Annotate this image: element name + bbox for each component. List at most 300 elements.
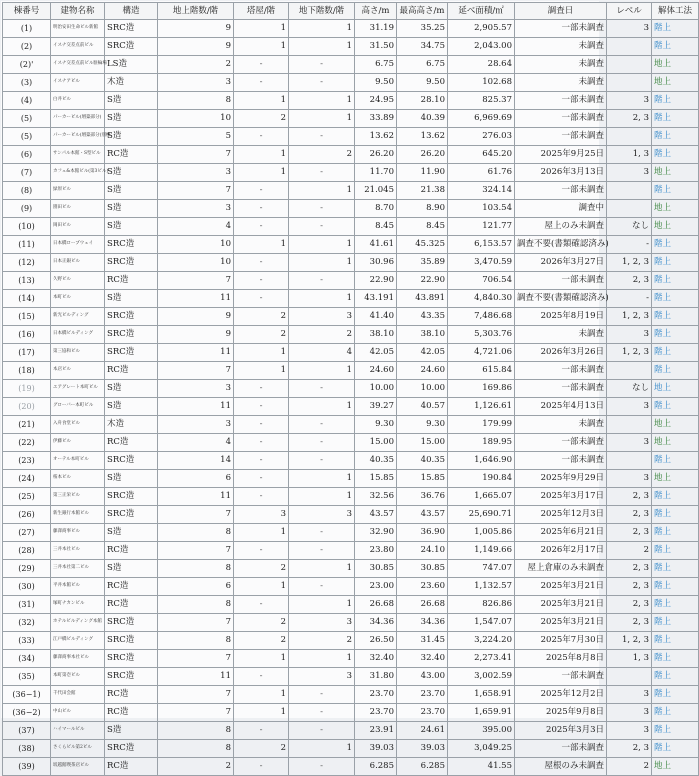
survey-date-cell: 2025年6月21日: [515, 524, 607, 542]
floor-area-cell: 1,659.91: [448, 704, 515, 722]
demolition-method-cell: 階上: [652, 740, 699, 758]
floor-area-cell: 1,126.61: [448, 398, 515, 416]
height-cell: 40.35: [355, 452, 397, 470]
demolition-method-cell: 地上: [652, 434, 699, 452]
floors-above-cell: 5: [158, 128, 234, 146]
row-id: (37): [3, 722, 51, 740]
row-id: (33): [3, 632, 51, 650]
row-id: (24): [3, 470, 51, 488]
height-cell: 41.40: [355, 308, 397, 326]
row-id: (32): [3, 614, 51, 632]
floors-below-cell: 3: [289, 614, 355, 632]
row-id: (38): [3, 740, 51, 758]
floor-area-cell: 1,132.57: [448, 578, 515, 596]
structure-cell: RC造: [105, 578, 158, 596]
level-cell: [607, 362, 652, 380]
survey-date-cell: 2025年12月2日: [515, 686, 607, 704]
floors-above-cell: 6: [158, 578, 234, 596]
table-row: [3, 560, 699, 578]
floor-area-cell: 2,273.41: [448, 650, 515, 668]
floors-below-cell: -: [289, 434, 355, 452]
level-cell: [607, 182, 652, 200]
floors-above-cell: 2: [158, 56, 234, 74]
row-id: (9): [3, 200, 51, 218]
max-height-cell: 35.25: [397, 20, 448, 38]
survey-date-cell: 一部未調査: [515, 128, 607, 146]
table-row: [3, 182, 699, 200]
height-cell: 43.191: [355, 290, 397, 308]
structure-cell: SRC造: [105, 38, 158, 56]
tower-cell: 1: [234, 704, 289, 722]
height-cell: 34.36: [355, 614, 397, 632]
table-row: [3, 200, 699, 218]
floors-above-cell: 4: [158, 218, 234, 236]
tower-cell: 1: [234, 650, 289, 668]
table-row: [3, 434, 699, 452]
col-header-height: 高さ/m: [355, 3, 397, 20]
survey-date-cell: 2026年2月17日: [515, 542, 607, 560]
table-row: [3, 470, 699, 488]
survey-date-cell: 2026年3月27日: [515, 254, 607, 272]
floors-below-cell: 3: [289, 506, 355, 524]
building-name: イスナ交差点前ビル駐輪場: [51, 56, 105, 74]
floors-above-cell: 9: [158, 38, 234, 56]
level-cell: 2, 3: [607, 614, 652, 632]
floors-below-cell: -: [289, 704, 355, 722]
survey-date-cell: 2025年9月29日: [515, 470, 607, 488]
table-row: [3, 758, 699, 776]
demolition-method-cell: 階上: [652, 506, 699, 524]
building-name: 日本正銀ビル: [51, 254, 105, 272]
height-cell: 39.27: [355, 398, 397, 416]
survey-date-cell: 調査不要(書類確認済み): [515, 236, 607, 254]
tower-cell: 2: [234, 632, 289, 650]
floors-above-cell: 4: [158, 434, 234, 452]
demolition-method-cell: 地上: [652, 758, 699, 776]
building-name: 第三協和ビル: [51, 344, 105, 362]
level-cell: 2, 3: [607, 506, 652, 524]
tower-cell: 3: [234, 506, 289, 524]
col-header-tower: 塔屋/階: [234, 3, 289, 20]
height-cell: 42.05: [355, 344, 397, 362]
row-id: (28): [3, 542, 51, 560]
col-header-structure: 構造: [105, 3, 158, 20]
height-cell: 31.19: [355, 20, 397, 38]
table-row: [3, 20, 699, 38]
structure-cell: S造: [105, 92, 158, 110]
level-cell: 1, 2, 3: [607, 344, 652, 362]
level-cell: 1, 3: [607, 146, 652, 164]
demolition-method-cell: 地上: [652, 74, 699, 92]
max-height-cell: 10.00: [397, 380, 448, 398]
tower-cell: -: [234, 596, 289, 614]
row-id: (2)': [3, 56, 51, 74]
structure-cell: SRC造: [105, 632, 158, 650]
building-name: パーカービル(増築部分): [51, 110, 105, 128]
max-height-cell: 40.57: [397, 398, 448, 416]
row-id: (25): [3, 488, 51, 506]
table-row: [3, 416, 699, 434]
building-name: 新光ビルディング: [51, 308, 105, 326]
floors-below-cell: -: [289, 380, 355, 398]
tower-cell: 1: [234, 20, 289, 38]
tower-cell: 1: [234, 362, 289, 380]
floors-below-cell: -: [289, 272, 355, 290]
floors-below-cell: 1: [289, 740, 355, 758]
building-name: 藤澤商事本社ビル: [51, 650, 105, 668]
level-cell: 3: [607, 722, 652, 740]
table-row: [3, 272, 699, 290]
level-cell: 1, 3: [607, 650, 652, 668]
floor-area-cell: 3,002.59: [448, 668, 515, 686]
floor-area-cell: 615.84: [448, 362, 515, 380]
demolition-method-cell: 階上: [652, 290, 699, 308]
table-row: [3, 722, 699, 740]
demolition-method-cell: 階上: [652, 38, 699, 56]
structure-cell: SRC造: [105, 506, 158, 524]
survey-date-cell: 一部未調査: [515, 380, 607, 398]
height-cell: 24.95: [355, 92, 397, 110]
tower-cell: 2: [234, 326, 289, 344]
building-name: さくらビル第2ビル: [51, 740, 105, 758]
height-cell: 39.03: [355, 740, 397, 758]
height-cell: 23.80: [355, 542, 397, 560]
height-cell: 6.75: [355, 56, 397, 74]
height-cell: 22.90: [355, 272, 397, 290]
floors-below-cell: 1: [289, 560, 355, 578]
row-id: (20): [3, 398, 51, 416]
demolition-method-cell: 地上: [652, 470, 699, 488]
height-cell: 21.045: [355, 182, 397, 200]
level-cell: [607, 416, 652, 434]
height-cell: 26.20: [355, 146, 397, 164]
level-cell: 3: [607, 704, 652, 722]
tower-cell: 2: [234, 110, 289, 128]
structure-cell: SRC造: [105, 308, 158, 326]
level-cell: [607, 668, 652, 686]
tower-cell: -: [234, 128, 289, 146]
tower-cell: 2: [234, 614, 289, 632]
building-name: 本町第壱ビル: [51, 668, 105, 686]
floors-above-cell: 3: [158, 200, 234, 218]
survey-date-cell: 2025年3月3日: [515, 722, 607, 740]
building-name: 園田ビル: [51, 200, 105, 218]
row-id: (16): [3, 326, 51, 344]
table-row: [3, 92, 699, 110]
table-row: [3, 74, 699, 92]
tower-cell: 1: [234, 38, 289, 56]
demolition-method-cell: 階上: [652, 236, 699, 254]
row-id: (1): [3, 20, 51, 38]
max-height-cell: 32.40: [397, 650, 448, 668]
structure-cell: SRC造: [105, 668, 158, 686]
tower-cell: -: [234, 290, 289, 308]
table-row: [3, 146, 699, 164]
table-row: [3, 218, 699, 236]
level-cell: 3: [607, 20, 652, 38]
max-height-cell: 43.891: [397, 290, 448, 308]
demolition-method-cell: 地上: [652, 416, 699, 434]
height-cell: 15.00: [355, 434, 397, 452]
floors-below-cell: 1: [289, 650, 355, 668]
survey-date-cell: 調査中: [515, 200, 607, 218]
floors-below-cell: 1: [289, 596, 355, 614]
level-cell: [607, 38, 652, 56]
height-cell: 33.89: [355, 110, 397, 128]
demolition-method-cell: 階上: [652, 596, 699, 614]
table-row: [3, 524, 699, 542]
tower-cell: 1: [234, 146, 289, 164]
level-cell: 3: [607, 686, 652, 704]
floors-above-cell: 7: [158, 704, 234, 722]
demolition-method-cell: 地上: [652, 200, 699, 218]
height-cell: 8.45: [355, 218, 397, 236]
level-cell: なし: [607, 380, 652, 398]
structure-cell: RC造: [105, 704, 158, 722]
tower-cell: -: [234, 272, 289, 290]
structure-cell: SRC造: [105, 344, 158, 362]
level-cell: [607, 56, 652, 74]
table-row: [3, 596, 699, 614]
floors-above-cell: 11: [158, 668, 234, 686]
floor-area-cell: 395.00: [448, 722, 515, 740]
row-id: (8): [3, 182, 51, 200]
floor-area-cell: 28.64: [448, 56, 515, 74]
survey-date-cell: 屋上のみ未調査: [515, 218, 607, 236]
row-id: (5): [3, 128, 51, 146]
level-cell: [607, 200, 652, 218]
table-row: [3, 740, 699, 758]
table-row: [3, 56, 699, 74]
floor-area-cell: 61.76: [448, 164, 515, 182]
tower-cell: -: [234, 722, 289, 740]
height-cell: 32.56: [355, 488, 397, 506]
floors-below-cell: -: [289, 128, 355, 146]
level-cell: [607, 128, 652, 146]
survey-date-cell: 2025年3月17日: [515, 488, 607, 506]
height-cell: 31.80: [355, 668, 397, 686]
structure-cell: SRC造: [105, 740, 158, 758]
building-name: 新生銀行本館ビル: [51, 506, 105, 524]
floors-below-cell: 1: [289, 398, 355, 416]
row-id: (7): [3, 164, 51, 182]
tower-cell: -: [234, 542, 289, 560]
document-sheet: [1, 1, 692, 772]
max-height-cell: 43.00: [397, 668, 448, 686]
max-height-cell: 26.20: [397, 146, 448, 164]
floors-above-cell: 11: [158, 398, 234, 416]
floor-area-cell: 1,149.66: [448, 542, 515, 560]
structure-cell: S造: [105, 380, 158, 398]
floor-area-cell: 1,665.07: [448, 488, 515, 506]
structure-cell: RC造: [105, 146, 158, 164]
floor-area-cell: 3,049.25: [448, 740, 515, 758]
height-cell: 6.285: [355, 758, 397, 776]
structure-cell: RC造: [105, 272, 158, 290]
demolition-method-cell: 階上: [652, 542, 699, 560]
structure-cell: SRC造: [105, 236, 158, 254]
building-name: 千代田会館: [51, 686, 105, 704]
max-height-cell: 6.75: [397, 56, 448, 74]
row-id: (12): [3, 254, 51, 272]
structure-cell: SRC造: [105, 614, 158, 632]
level-cell: なし: [607, 218, 652, 236]
table-row: [3, 362, 699, 380]
survey-date-cell: 一部未調査: [515, 740, 607, 758]
height-cell: 43.57: [355, 506, 397, 524]
demolition-method-cell: 階上: [652, 146, 699, 164]
floor-area-cell: 5,303.76: [448, 326, 515, 344]
max-height-cell: 40.35: [397, 452, 448, 470]
floor-area-cell: 706.54: [448, 272, 515, 290]
survey-date-cell: 一部未調査: [515, 272, 607, 290]
row-id: (36−2): [3, 704, 51, 722]
floors-below-cell: 2: [289, 146, 355, 164]
floor-area-cell: 179.99: [448, 416, 515, 434]
survey-date-cell: 2025年8月19日: [515, 308, 607, 326]
max-height-cell: 45.325: [397, 236, 448, 254]
floors-below-cell: -: [289, 56, 355, 74]
tower-cell: -: [234, 398, 289, 416]
floors-below-cell: -: [289, 686, 355, 704]
level-cell: 3: [607, 326, 652, 344]
demolition-method-cell: 階上: [652, 182, 699, 200]
table-row: [3, 614, 699, 632]
floors-above-cell: 7: [158, 362, 234, 380]
table-row: [3, 632, 699, 650]
height-cell: 32.40: [355, 650, 397, 668]
level-cell: 2, 3: [607, 596, 652, 614]
survey-date-cell: 未調査: [515, 326, 607, 344]
demolition-method-cell: 階上: [652, 560, 699, 578]
building-survey-table: [2, 2, 699, 776]
structure-cell: RC造: [105, 686, 158, 704]
floors-above-cell: 6: [158, 470, 234, 488]
floor-area-cell: 6,969.69: [448, 110, 515, 128]
height-cell: 38.10: [355, 326, 397, 344]
floor-area-cell: 103.54: [448, 200, 515, 218]
tower-cell: 1: [234, 686, 289, 704]
structure-cell: S造: [105, 164, 158, 182]
structure-cell: SRC造: [105, 20, 158, 38]
col-header-floors-above: 地上階数/階: [158, 3, 234, 20]
building-name: 三井本社ビル: [51, 542, 105, 560]
building-name: 藤澤商事ビル: [51, 524, 105, 542]
survey-date-cell: 2025年9月25日: [515, 146, 607, 164]
building-name: 桜本ビル: [51, 470, 105, 488]
structure-cell: S造: [105, 290, 158, 308]
building-name: 中山ビル: [51, 704, 105, 722]
level-cell: 2, 3: [607, 488, 652, 506]
building-name: 三井本社第二ビル: [51, 560, 105, 578]
level-cell: 1, 2, 3: [607, 308, 652, 326]
row-id: (13): [3, 272, 51, 290]
building-name: 日本橋ロープウェイ: [51, 236, 105, 254]
structure-cell: RC造: [105, 758, 158, 776]
max-height-cell: 42.05: [397, 344, 448, 362]
height-cell: 13.62: [355, 128, 397, 146]
survey-date-cell: 2026年3月13日: [515, 164, 607, 182]
floors-below-cell: -: [289, 542, 355, 560]
floors-above-cell: 7: [158, 542, 234, 560]
survey-date-cell: 一部未調査: [515, 434, 607, 452]
row-id: (21): [3, 416, 51, 434]
level-cell: 2: [607, 758, 652, 776]
demolition-method-cell: 階上: [652, 20, 699, 38]
height-cell: 9.30: [355, 416, 397, 434]
floors-below-cell: 1: [289, 254, 355, 272]
demolition-method-cell: 階上: [652, 452, 699, 470]
table-row: [3, 380, 699, 398]
floor-area-cell: 7,486.68: [448, 308, 515, 326]
row-id: (35): [3, 668, 51, 686]
demolition-method-cell: 地上: [652, 56, 699, 74]
demolition-method-cell: 階上: [652, 92, 699, 110]
tower-cell: -: [234, 254, 289, 272]
structure-cell: S造: [105, 182, 158, 200]
demolition-method-cell: 階上: [652, 272, 699, 290]
max-height-cell: 24.60: [397, 362, 448, 380]
floor-area-cell: 1,646.90: [448, 452, 515, 470]
floors-below-cell: 3: [289, 668, 355, 686]
tower-cell: -: [234, 488, 289, 506]
floor-area-cell: 1,005.86: [448, 524, 515, 542]
floor-area-cell: 169.86: [448, 380, 515, 398]
table-row: [3, 326, 699, 344]
floors-below-cell: 1: [289, 110, 355, 128]
floors-above-cell: 3: [158, 380, 234, 398]
structure-cell: S造: [105, 200, 158, 218]
max-height-cell: 6.285: [397, 758, 448, 776]
building-name: 白井ビル: [51, 92, 105, 110]
tower-cell: 1: [234, 524, 289, 542]
survey-date-cell: 2025年8月8日: [515, 650, 607, 668]
max-height-cell: 22.90: [397, 272, 448, 290]
structure-cell: SRC造: [105, 488, 158, 506]
floors-below-cell: -: [289, 722, 355, 740]
demolition-method-cell: 階上: [652, 488, 699, 506]
tower-cell: -: [234, 668, 289, 686]
floors-above-cell: 7: [158, 614, 234, 632]
floor-area-cell: 2,905.57: [448, 20, 515, 38]
floors-above-cell: 8: [158, 92, 234, 110]
level-cell: 2, 3: [607, 110, 652, 128]
demolition-method-cell: 階上: [652, 398, 699, 416]
demolition-method-cell: 階上: [652, 128, 699, 146]
survey-date-cell: 未調査: [515, 38, 607, 56]
building-name: 第三正栄ビル: [51, 488, 105, 506]
structure-cell: LS造: [105, 56, 158, 74]
floor-area-cell: 3,470.59: [448, 254, 515, 272]
survey-date-cell: 2025年12月3日: [515, 506, 607, 524]
demolition-method-cell: 階上: [652, 686, 699, 704]
table-row: [3, 398, 699, 416]
height-cell: 26.50: [355, 632, 397, 650]
max-height-cell: 15.85: [397, 470, 448, 488]
floors-below-cell: -: [289, 758, 355, 776]
floors-above-cell: 7: [158, 650, 234, 668]
row-id: (10): [3, 218, 51, 236]
floor-area-cell: 1,658.91: [448, 686, 515, 704]
building-name: 日本橋ビルディング: [51, 326, 105, 344]
row-id: (23): [3, 452, 51, 470]
max-height-cell: 34.36: [397, 614, 448, 632]
floors-below-cell: -: [289, 452, 355, 470]
structure-cell: SRC造: [105, 650, 158, 668]
col-header-max-height: 最高高さ/m: [397, 3, 448, 20]
demolition-method-cell: 地上: [652, 380, 699, 398]
level-cell: 3: [607, 398, 652, 416]
